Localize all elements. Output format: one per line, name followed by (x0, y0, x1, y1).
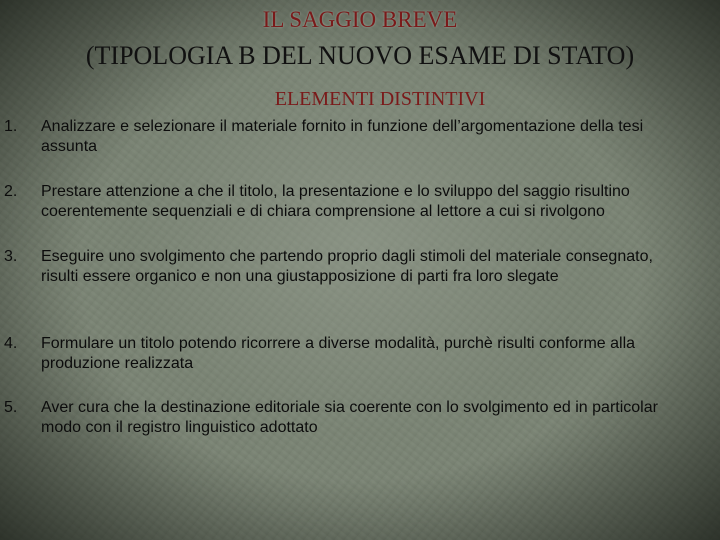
list-item-text: Eseguire uno svolgimento che partendo proprio dagli stimoli del materiale consegnato, risulti essere organico e non una giustapposizione di parti fra loro slegate (41, 248, 653, 285)
list-item-number: 5. (4, 399, 18, 416)
list-item (4, 334, 704, 374)
list-item-number: 2. (4, 183, 18, 200)
list-item (4, 247, 704, 287)
section-heading: ELEMENTI DISTINTIVI (274, 88, 486, 110)
list-item (4, 182, 704, 222)
list-item (4, 117, 704, 157)
list-item-text: Prestare attenzione a che il titolo, la presentazione e lo sviluppo del saggio risultino coerentemente sequenziali e di chiara comprensione al lettore a cui si rivolgono (41, 183, 630, 220)
slide-subtitle: (TIPOLOGIA B DEL NUOVO ESAME DI STATO) (85, 41, 635, 70)
list-item-text: Aver cura che la destinazione editoriale sia coerente con lo svolgimento ed in particolar modo con il registro linguistico adottato (41, 399, 658, 436)
slide-title: IL SAGGIO BREVE (262, 7, 458, 32)
list-item-text: Analizzare e selezionare il materiale fornito in funzione dell’argomentazione della tesi assunta (41, 118, 644, 155)
list-item-number: 3. (4, 248, 18, 265)
list-item-text: Formulare un titolo potendo ricorrere a diverse modalità, purchè risulti conforme alla produzione realizzata (41, 335, 636, 372)
list-item (4, 398, 704, 438)
list-item-number: 1. (4, 118, 18, 135)
list-item-number: 4. (4, 335, 18, 352)
